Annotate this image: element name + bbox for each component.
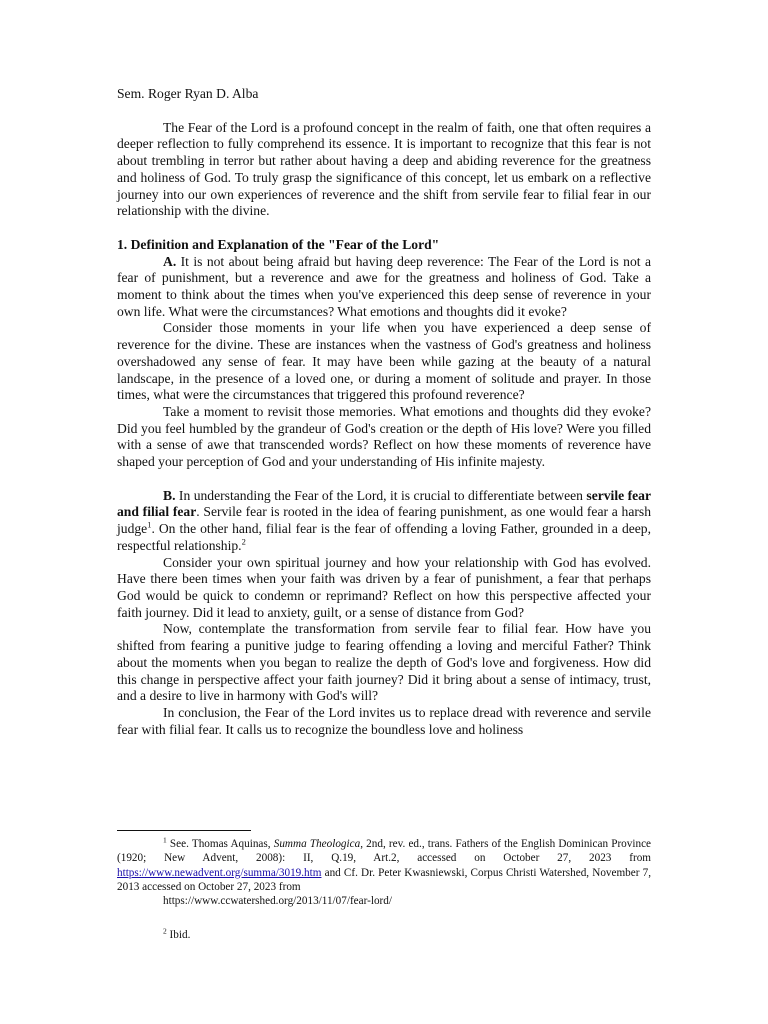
intro-paragraph: The Fear of the Lord is a profound concept in the realm of faith, one that often requires a deeper reflection to fully comprehend its essence. It is important to recognize that this fear is not about trembling in terror but rather about having a deep and abiding reverence for the greatness and holiness of God. To truly grasp the significance of this concept, let us embark on a reflective journey into our own experiences of reverence and the shift from servile fear to filial fear in our relationship with the divine. [117,119,651,219]
footnote-1-text-a: See. Thomas Aquinas, [166,838,274,850]
paragraph-b-text-1: In understanding the Fear of the Lord, it is crucial to differentiate between [175,487,587,503]
paragraph-a-text: It is not about being afraid but having deep reverence: The Fear of the Lord is not a fear of punishment, but a reverence and awe for the greatness and holiness of God. Take a moment to think about the times when you've experienced this deep sense of reverence in your own life. What were the circumstances? What emotions and thoughts did it evoke? [117,253,651,319]
paragraph-revisit-memories: Take a moment to revisit those memories. What emotions and thoughts did they evoke? Did you feel humbled by the grandeur of God's creation or the depth of His love? Were you filled with a sense of awe that transcended words? Reflect on how these moments of reverence have shaped your perception of God and your understanding of His infinite majesty. [117,403,651,470]
paragraph-spiritual-journey: Consider your own spiritual journey and how your relationship with God has evolved. Have there been times when your faith was driven by a fear of punishment, a fear that perhaps God would be quick to condemn or reprimand? Reflect on how this perspective affected your faith journey. Did it lead to anxiety, guilt, or a sense of distance from God? [117,554,651,620]
footnote-1-text-b: , 2nd, rev. ed., trans. Fathers of the English Dominican Province (1920; New Advent, 2008): II, Q.19, Art.2, accessed on October 27, 2023 from [117,838,652,865]
paragraph-transformation: Now, contemplate the transformation from servile fear to filial fear. How have you shifted from fearing a punitive judge to fearing offending a loving and merciful Father? Think about the moments when you began to realize the depth of God's love and forgiveness. How did this change in perspective affect your faith journey? Did it bring about a sense of intimacy, trust, and a desire to live in harmony with God's will? [117,621,651,704]
label-b: B. [163,487,176,503]
newadvent-link[interactable]: https://www.newadvent.org/summa/3019.htm [117,866,322,879]
footnote-1 [117,837,651,894]
footnote-1-text-c: and Cf. Dr. Peter Kwasniewski, Corpus Christi Watershed, November 7, 2013 accessed on October 27, 2023 from [117,866,651,893]
footnote-2-marker: 2 [163,926,167,936]
footnotes [117,830,651,943]
footnote-1-title: Summa Theologica [273,838,361,850]
footnote-1-marker: 1 [163,835,167,845]
document-body [117,86,651,738]
paragraph-conclusion: In conclusion, the Fear of the Lord invites us to replace dread with reverence and servile fear with filial fear. It calls us to recognize the boundless love and holiness [117,704,651,737]
servile-filial-bold: servile fear and filial fear [117,487,651,520]
paragraph-a [117,254,651,321]
footnote-2-text: Ibid. [166,929,191,942]
footnote-divider [117,830,251,831]
section-heading: 1. Definition and Explanation of the "Fear of the Lord" [117,236,440,252]
paragraph-b-text-3: . On the other hand, filial fear is the fear of offending a loving Father, grounded in a deep, respectful relationship. [117,521,651,553]
footnote-ref-2[interactable]: 2 [241,536,246,547]
paragraph-reverence-moments: Consider those moments in your life when you have experienced a deep sense of reverence for the divine. These are instances when the vastness of God's greatness and holiness overshadowed any sense of fear. It may have been while gazing at the beauty of a natural landscape, in the presence of a loved one, or during a moment of solitude and prayer. In those times, what were the circumstances that triggered this profound reverence? [117,320,651,403]
label-a: A. [163,253,177,269]
paragraph-b [117,488,651,555]
footnote-ref-1[interactable]: 1 [147,519,152,530]
paragraph-b-text-2: . Servile fear is rooted in the idea of fearing punishment, as one would fear a harsh judge [117,504,651,537]
author-name: Sem. Roger Ryan D. Alba [117,86,259,101]
footnote-1-url: https://www.ccwatershed.org/2013/11/07/fear-lord/ [163,895,392,908]
footnote-2 [117,928,651,942]
